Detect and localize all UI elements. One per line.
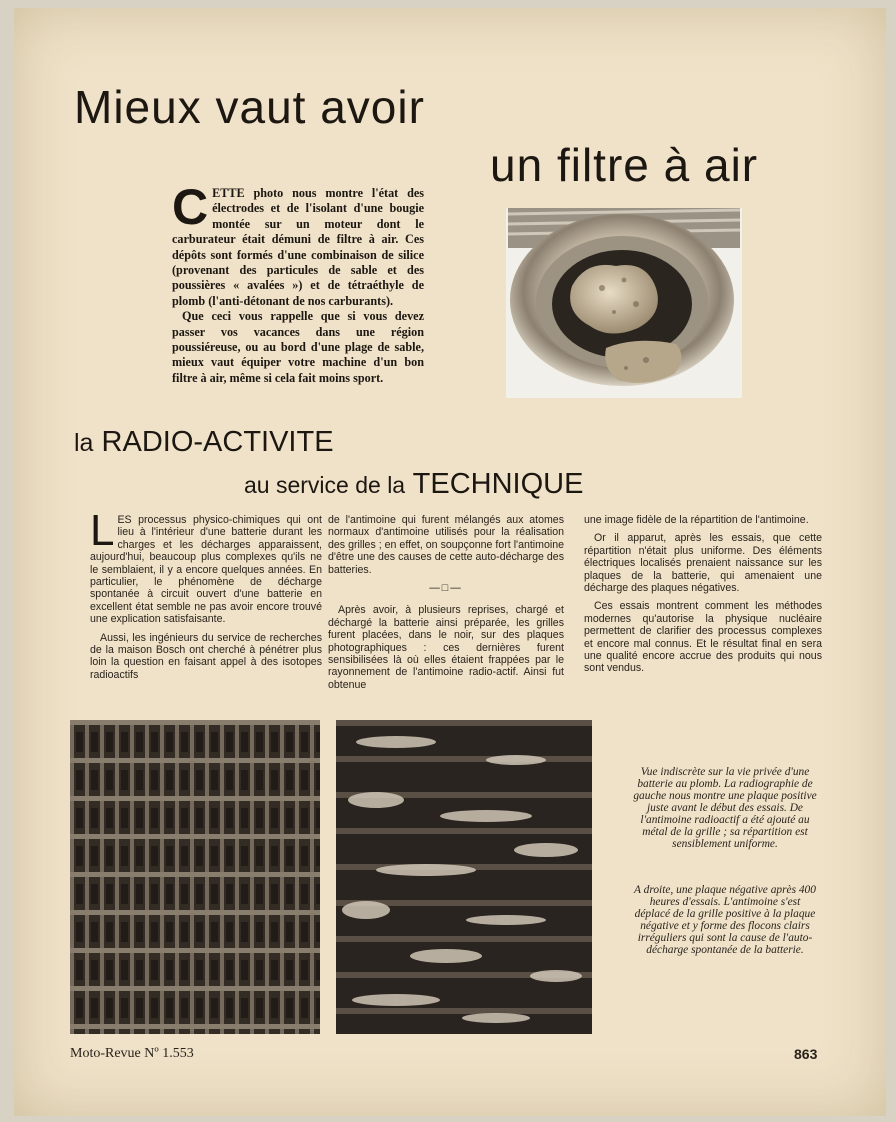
headline-line-2: un filtre à air	[490, 139, 759, 191]
spark-plug-photo	[506, 208, 742, 398]
section-heading-2-prefix: au service de la	[244, 472, 406, 498]
column-1-drop-cap: L	[90, 506, 115, 555]
intro-article	[172, 179, 424, 386]
magazine-issue: Moto-Revue Nº 1.553	[70, 1046, 194, 1061]
positive-plate-grid-image	[70, 720, 320, 1034]
section-heading-1-main: RADIO-ACTIVITE	[101, 426, 334, 458]
section-heading-line-1	[74, 426, 334, 459]
caption-right-image: A droite, une plaque négative après 400 heures d'essais. L'antimoine s'est déplacé de la grille positive à la plaque négative et y forme des flocons clairs irréguliers qui sont la cause de l'auto-décharge spontanée de la batterie.	[634, 884, 816, 956]
column-2-paragraph-2: Après avoir, à plusieurs reprises, chargé et déchargé la batterie ainsi préparée, les grilles furent placées, dans le noir, sur des plaques photographiques : ces dernières furent sensibilisées là où elles étaient frappées par le rayonnement de l'antimoine radio-actif. Ainsi fut obtenue	[328, 604, 564, 691]
column-3-paragraph-3: Ces essais montrent comment les méthodes modernes qu'autorise la physique nucléaire permettent de clarifier des processus complexes et encore mal connus. Et le résultat final en sera une qualité encore accrue des produits qui nous sont vendus.	[584, 600, 822, 675]
article-column-1	[90, 506, 322, 687]
section-heading-line-2	[244, 468, 583, 501]
intro-paragraph-1-text: ETTE photo nous montre l'état des électrodes et de l'isolant d'une bougie montée sur un moteur dont le carburateur était démuni de filtre à air. Ces dépôts sont formés d'une combinaison de silice (provenant des particules de sable et des poussières « avalées ») et de tétraéthyle de plomb (l'anti-détonant de nos carburants).	[172, 186, 424, 308]
magazine-page	[14, 8, 886, 1116]
headline-line-1: Mieux vaut avoir	[74, 81, 425, 133]
radiograph-positive-plate	[70, 720, 320, 1034]
spark-plug-illustration	[506, 208, 742, 398]
column-3-paragraph-2: Or il apparut, après les essais, que cette répartition n'était plus uniforme. Des éléments électriques localisés prenaient naissance sur les plaques de la batterie, qui amenaient une décharge des plaques négatives.	[584, 532, 822, 595]
intro-drop-cap: C	[172, 179, 209, 235]
intro-paragraph-2: Que ceci vous rappelle que si vous devez passer vos vacances dans une région poussiéreuse, ou au bord d'une plage de sable, mieux vaut équiper votre machine d'un bon filtre à air, même si cela fait moins sport.	[172, 309, 424, 385]
article-column-2	[328, 514, 564, 697]
radiograph-negative-plate	[336, 720, 592, 1034]
column-1-paragraph-2: Aussi, les ingénieurs du service de recherches de la maison Bosch ont cherché à pénétrer plus loin la question en faisant appel à des isotopes radioactifs	[90, 631, 322, 681]
column-3-paragraph-1: une image fidèle de la répartition de l'antimoine.	[584, 514, 809, 526]
intro-paragraph-1	[172, 179, 424, 309]
column-2-paragraph-1: de l'antimoine qui furent mélangés aux atomes normaux d'antimoine utilisés pour la réalisation des grilles ; en effet, on soupçonne fort l'antimoine d'être une des causes de cette auto-décharge des batteries.	[328, 514, 564, 576]
negative-plate-flakes-image	[336, 720, 592, 1034]
section-heading-2-main: TECHNIQUE	[412, 468, 584, 500]
column-1-paragraph-1-text: ES processus physico-chimiques qui ont lieu à l'intérieur d'une batterie durant les charges et les décharges apparaissent, aujourd'hui, beaucoup plus complexes qu'ils ne le semblaient, il y a encore quelques années. En particulier, le phénomène de décharge spontanée à circuit ouvert d'une batterie en excellent état semble ne pas avoir encore trouvé une explication satisfaisante.	[90, 514, 322, 626]
section-heading-1-prefix: la	[74, 429, 94, 457]
page-number: 863	[794, 1046, 818, 1062]
section-separator: —□—	[429, 582, 463, 595]
caption-left-image: Vue indiscrète sur la vie privée d'une batterie au plomb. La radiographie de gauche nous montre une plaque positive juste avant le début des essais. De l'antimoine radioactif a été ajouté au métal de la grille ; sa répartition est sensiblement uniforme.	[633, 766, 817, 850]
column-1-paragraph-1	[90, 506, 322, 626]
article-column-3	[584, 514, 822, 681]
